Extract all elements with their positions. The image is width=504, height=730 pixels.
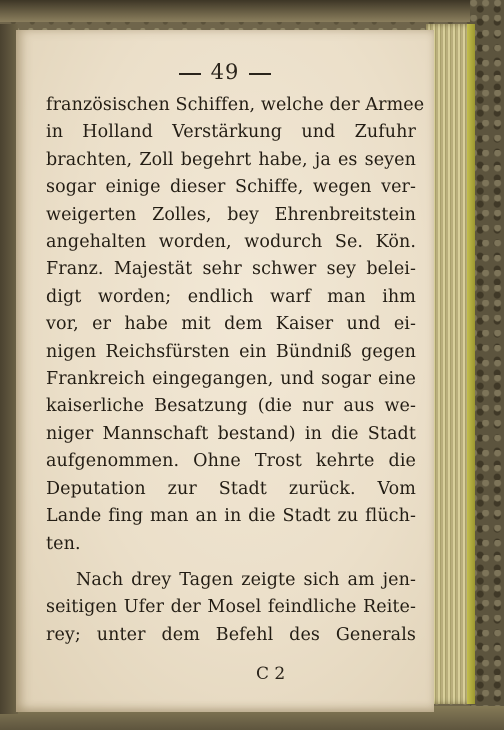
page-number-value: 49 (210, 60, 240, 84)
text-line: Deputation zur Stadt zurück. Vom (46, 478, 416, 499)
text-line: brachten, Zoll begehrt habe, ja es seyen (46, 149, 416, 170)
text-line: vor, er habe mit dem Kaiser und ei- (46, 314, 416, 335)
text-line: rey; unter dem Befehl des Generals (46, 624, 416, 645)
page-number-dash-left (179, 73, 201, 75)
text-line: ten. (46, 533, 81, 554)
text-line: niger Mannschaft bestand) in die Stadt (46, 423, 416, 444)
text-line: in Holland Verstärkung und Zufuhr (46, 122, 416, 143)
text-line: nigen Reichsfürsten ein Bündniß gegen (46, 341, 416, 362)
body-text (46, 92, 425, 649)
book-top-edge (0, 0, 504, 22)
text-line: kaiserliche Besatzung (die nur aus we- (46, 396, 416, 417)
text-line: angehalten worden, wodurch Se. Kön. (46, 232, 416, 253)
paragraph-gap (46, 558, 416, 567)
text-line: digt worden; endlich warf man ihm (46, 286, 416, 307)
text-line: sogar einige dieser Schiffe, wegen ver- (46, 177, 416, 198)
text-line: Nach drey Tagen zeigte sich am jen- (76, 569, 416, 590)
text-line: Lande fing man an in die Stadt zu flüch- (46, 506, 416, 527)
text-line: aufgenommen. Ohne Trost kehrte die (46, 451, 416, 472)
page-number (16, 60, 434, 84)
text-line: Frankreich eingegangen, und sogar eine (46, 369, 416, 390)
text-line: weigerten Zolles, bey Ehrenbreitstein (46, 204, 416, 225)
text-line: seitigen Ufer der Mosel feindliche Reite- (46, 597, 416, 618)
page-number-dash-right (249, 73, 271, 75)
book-back-board (470, 0, 504, 730)
text-line: Franz. Majestät sehr schwer sey belei- (46, 259, 416, 280)
book-page (16, 30, 434, 712)
text-line: französischen Schiffen, welche der Armee (46, 95, 425, 115)
signature-mark: C 2 (256, 664, 286, 684)
